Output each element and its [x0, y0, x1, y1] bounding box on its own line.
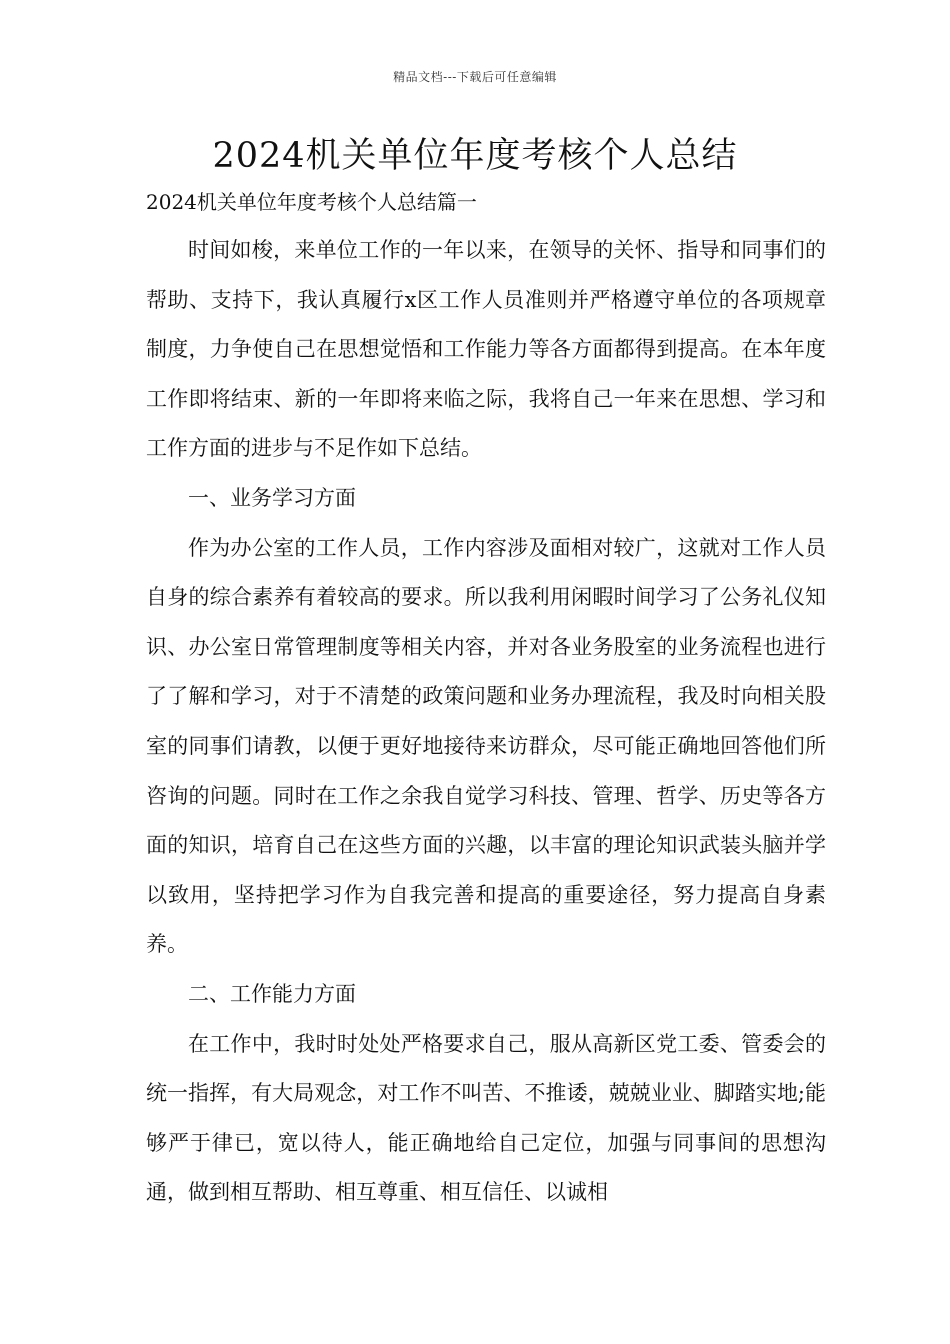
body-paragraph: 时间如梭，来单位工作的一年以来，在领导的关怀、指导和同事们的帮助、支持下，我认真履行x区工作人员准则并严格遵守单位的各项规章制度，力争使自己在思想觉悟和工作能力等各方面都得到提高。在本年度工作即将结束、新的一年即将来临之际，我将自己一年来在思想、学习和工作方面的进步与不足作如下总结。 — [146, 238, 826, 461]
document-body — [146, 226, 826, 1218]
section-heading: 一、业务学习方面 — [188, 485, 356, 510]
section-heading: 二、工作能力方面 — [188, 981, 356, 1006]
document-title: 2024机关单位年度考核个人总结 — [212, 136, 738, 176]
body-paragraph: 在工作中，我时时处处严格要求自己，服从高新区党工委、管委会的统一指挥，有大局观念，对工作不叫苦、不推诿，兢兢业业、脚踏实地;能够严于律已，宽以待人，能正确地给自己定位，加强与同事间的思想沟通，做到相互帮助、相互尊重、相互信任、以诚相 — [146, 1031, 826, 1205]
page-header-note: 精品文档---下载后可任意编辑 — [393, 70, 557, 84]
body-paragraph: 作为办公室的工作人员，工作内容涉及面相对较广，这就对工作人员自身的综合素养有着较高的要求。所以我利用闲暇时间学习了公务礼仪知识、办公室日常管理制度等相关内容，并对各业务股室的业务流程也进行了了解和学习，对于不清楚的政策问题和业务办理流程，我及时向相关股室的同事们请教，以便于更好地接待来访群众，尽可能正确地回答他们所咨询的问题。同时在工作之余我自觉学习科技、管理、哲学、历史等各方面的知识，培育自己在这些方面的兴趣，以丰富的理论知识武装头脑并学以致用，坚持把学习作为自我完善和提高的重要途径，努力提高自身素养。 — [146, 535, 826, 957]
document-subtitle: 2024机关单位年度考核个人总结篇一 — [146, 190, 477, 214]
